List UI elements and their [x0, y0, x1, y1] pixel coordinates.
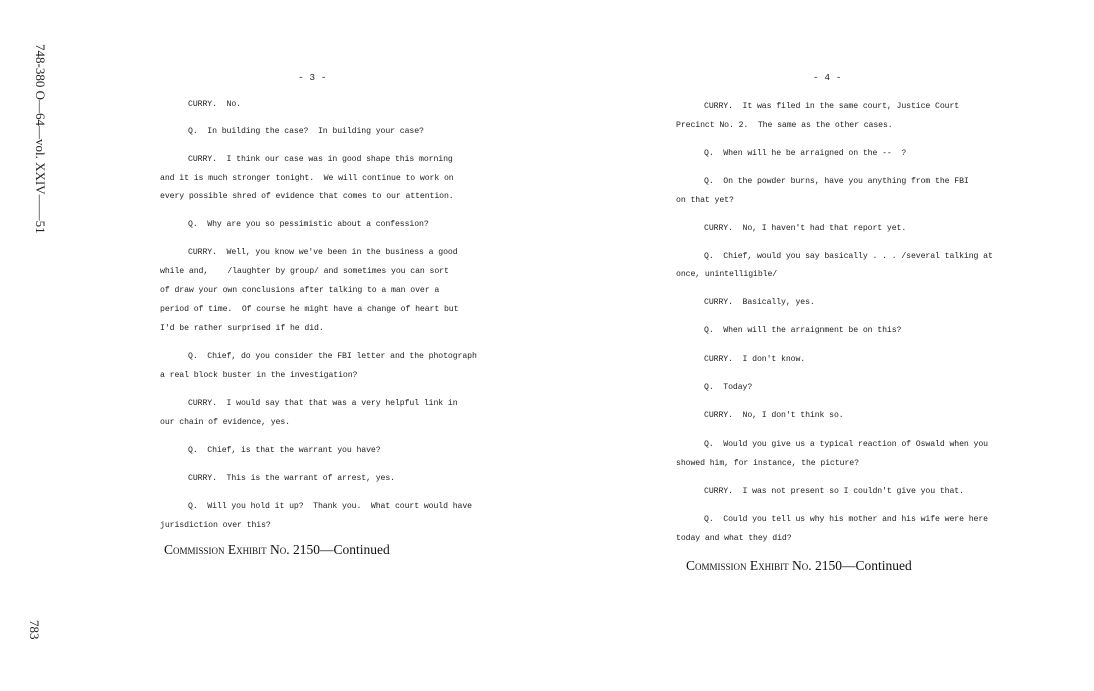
transcript-line: I'd be rather surprised if he did. — [160, 324, 324, 333]
exhibit-caption-number: 2150—Continued — [815, 558, 912, 573]
page-label: - 3 - — [298, 72, 327, 83]
transcript-line: Q. Could you tell us why his mother and his wife were here — [704, 515, 988, 524]
transcript-line: Q. Chief, would you say basically . . . /several talking at — [704, 252, 993, 261]
transcript-line: CURRY. Basically, yes. — [704, 298, 815, 307]
transcript-line: on that yet? — [676, 196, 734, 205]
exhibit-caption — [164, 542, 390, 558]
transcript-line: CURRY. I don't know. — [704, 355, 806, 364]
transcript-line: today and what they did? — [676, 534, 792, 543]
transcript-line: jurisdiction over this? — [160, 521, 271, 530]
margin-page-number: 783 — [27, 620, 42, 640]
transcript-line: Q. On the powder burns, have you anything from the FBI — [704, 177, 969, 186]
transcript-line: Q. When will he be arraigned on the -- ? — [704, 149, 907, 158]
exhibit-caption-prefix: Commission Exhibit No. — [164, 542, 290, 557]
transcript-line: Q. When will the arraignment be on this? — [704, 326, 902, 335]
transcript-line: CURRY. This is the warrant of arrest, yes. — [188, 474, 395, 483]
transcript-line: period of time. Of course he might have a change of heart but — [160, 305, 459, 314]
transcript-line: Q. In building the case? In building your case? — [188, 127, 424, 136]
transcript-line: Q. Today? — [704, 383, 753, 392]
transcript-line: showed him, for instance, the picture? — [676, 459, 859, 468]
transcript-line: once, unintelligible/ — [676, 270, 778, 279]
transcript-line: of draw your own conclusions after talking to a man over a — [160, 286, 440, 295]
transcript-line: every possible shred of evidence that comes to our attention. — [160, 192, 454, 201]
transcript-line: Q. Chief, do you consider the FBI letter and the photograph — [188, 352, 477, 361]
transcript-line: CURRY. I would say that that was a very helpful link in — [188, 399, 458, 408]
transcript-line: our chain of evidence, yes. — [160, 418, 290, 427]
transcript-line: CURRY. It was filed in the same court, Justice Court — [704, 102, 960, 111]
transcript-line: while and, /laughter by group/ and sometimes you can sort — [160, 267, 449, 276]
transcript-line: Q. Would you give us a typical reaction of Oswald when you — [704, 440, 988, 449]
transcript-line: CURRY. Well, you know we've been in the business a good — [188, 248, 458, 257]
transcript-line: CURRY. I think our case was in good shape this morning — [188, 155, 453, 164]
transcript-line: CURRY. No. — [188, 100, 241, 109]
transcript-line: CURRY. No, I haven't had that report yet. — [704, 224, 907, 233]
transcript-line: Q. Chief, is that the warrant you have? — [188, 446, 381, 455]
transcript-line: and it is much stronger tonight. We will continue to work on — [160, 174, 454, 183]
margin-volume-note: 748-380 O—64—vol. XXIV——51 — [33, 44, 48, 234]
exhibit-caption-prefix: Commission Exhibit No. — [686, 558, 812, 573]
transcript-line: CURRY. No, I don't think so. — [704, 411, 844, 420]
exhibit-caption — [686, 558, 912, 574]
page-label: - 4 - — [813, 72, 842, 83]
exhibit-caption-number: 2150—Continued — [293, 542, 390, 557]
transcript-line: Precinct No. 2. The same as the other cases. — [676, 121, 893, 130]
transcript-line: CURRY. I was not present so I couldn't give you that. — [704, 487, 964, 496]
transcript-line: Q. Will you hold it up? Thank you. What court would have — [188, 502, 472, 511]
transcript-line: Q. Why are you so pessimistic about a confession? — [188, 220, 429, 229]
transcript-line: a real block buster in the investigation? — [160, 371, 358, 380]
